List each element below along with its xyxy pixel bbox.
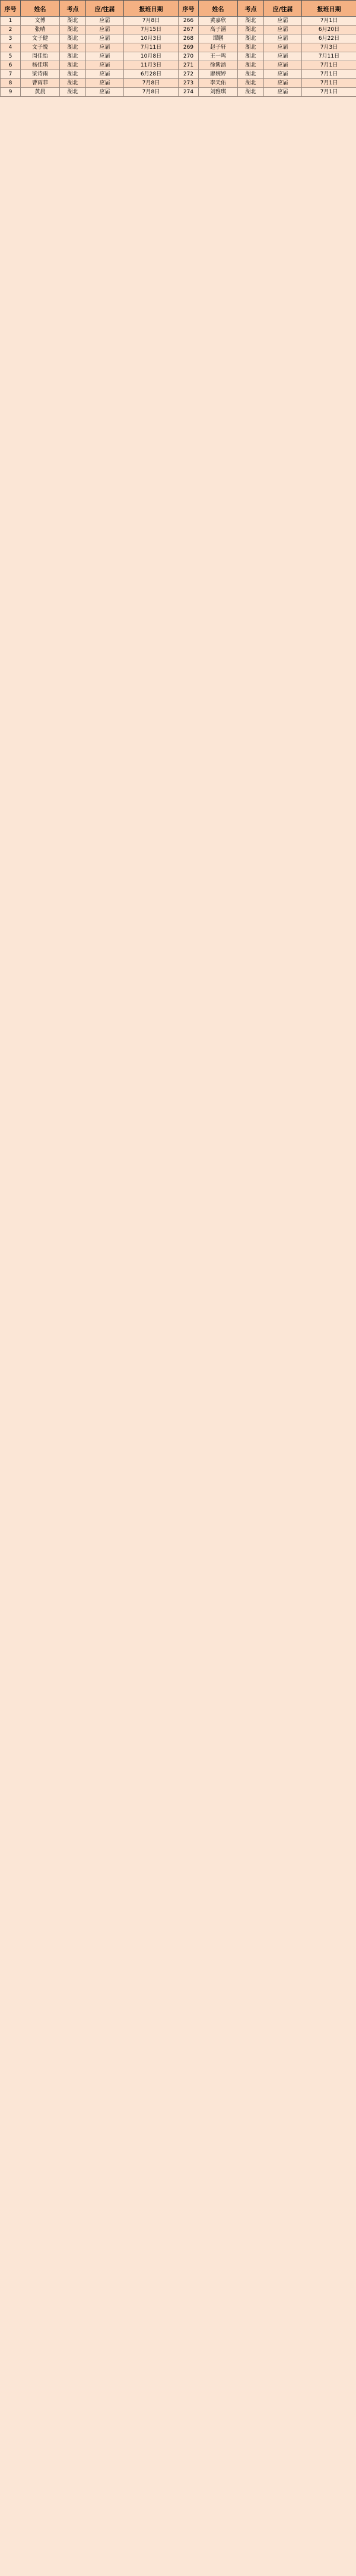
header-name: 姓名 — [199, 1, 238, 17]
cell-exam-site: 湖北 — [60, 61, 86, 70]
cell-exam-site: 湖北 — [238, 17, 264, 26]
cell-exam-site: 湖北 — [60, 34, 86, 43]
cell-exam-site: 湖北 — [238, 70, 264, 79]
cell-enroll-date: 7月1日 — [302, 79, 356, 88]
cell-index: 2 — [1, 26, 21, 34]
header-row — [179, 1, 356, 17]
cell-name: 李天佑 — [199, 79, 238, 88]
header-index: 序号 — [179, 1, 199, 17]
cell-name: 徐紫涵 — [199, 61, 238, 70]
cell-enroll-date: 6月20日 — [302, 26, 356, 34]
table-row — [1, 79, 179, 88]
cell-index: 270 — [179, 52, 199, 61]
cell-name: 文子悦 — [21, 43, 60, 52]
cell-enroll-date: 7月3日 — [302, 43, 356, 52]
cell-name: 文博 — [21, 17, 60, 26]
cell-name: 黄晨 — [21, 88, 60, 97]
cell-index: 1 — [1, 17, 21, 26]
cell-index: 268 — [179, 34, 199, 43]
cell-index: 267 — [179, 26, 199, 34]
cell-graduate-type: 应届 — [86, 61, 124, 70]
cell-index: 269 — [179, 43, 199, 52]
cell-exam-site: 湖北 — [238, 52, 264, 61]
cell-name: 廖婉婷 — [199, 70, 238, 79]
header-enroll-date: 报班日期 — [124, 1, 179, 17]
cell-index: 7 — [1, 70, 21, 79]
cell-exam-site: 湖北 — [238, 79, 264, 88]
cell-exam-site: 湖北 — [60, 52, 86, 61]
cell-enroll-date: 7月11日 — [302, 52, 356, 61]
cell-graduate-type: 应届 — [264, 70, 302, 79]
cell-name: 曹雨菲 — [21, 79, 60, 88]
cell-index: 9 — [1, 88, 21, 97]
cell-graduate-type: 应届 — [86, 26, 124, 34]
cell-name: 刘雅琪 — [199, 88, 238, 97]
table-row — [1, 52, 179, 61]
cell-graduate-type: 应届 — [264, 52, 302, 61]
cell-index: 271 — [179, 61, 199, 70]
cell-exam-site: 湖北 — [60, 26, 86, 34]
cell-graduate-type: 应届 — [86, 88, 124, 97]
table-row — [179, 34, 356, 43]
cell-enroll-date: 7月11日 — [124, 43, 179, 52]
cell-enroll-date: 7月15日 — [124, 26, 179, 34]
cell-graduate-type: 应届 — [86, 17, 124, 26]
cell-name: 谭鹏 — [199, 34, 238, 43]
cell-exam-site: 湖北 — [238, 88, 264, 97]
cell-graduate-type: 应届 — [264, 26, 302, 34]
cell-exam-site: 湖北 — [60, 88, 86, 97]
table-row — [179, 88, 356, 97]
cell-exam-site: 湖北 — [60, 79, 86, 88]
cell-name: 周佳怡 — [21, 52, 60, 61]
cell-graduate-type: 应届 — [86, 52, 124, 61]
cell-graduate-type: 应届 — [264, 88, 302, 97]
cell-enroll-date: 7月1日 — [302, 70, 356, 79]
header-graduate-type: 应/往届 — [86, 1, 124, 17]
cell-graduate-type: 应届 — [86, 34, 124, 43]
cell-graduate-type: 应届 — [86, 43, 124, 52]
cell-name: 文子健 — [21, 34, 60, 43]
header-exam-site: 考点 — [60, 1, 86, 17]
table-row — [179, 70, 356, 79]
cell-index: 8 — [1, 79, 21, 88]
cell-enroll-date: 6月28日 — [124, 70, 179, 79]
cell-enroll-date: 6月22日 — [302, 34, 356, 43]
header-enroll-date: 报班日期 — [302, 1, 356, 17]
table-row — [179, 61, 356, 70]
cell-index: 4 — [1, 43, 21, 52]
roster-table-left — [0, 0, 179, 97]
cell-graduate-type: 应届 — [264, 17, 302, 26]
table-row — [179, 52, 356, 61]
table-row — [1, 88, 179, 97]
cell-graduate-type: 应届 — [264, 79, 302, 88]
cell-enroll-date: 7月8日 — [124, 88, 179, 97]
header-graduate-type: 应/往届 — [264, 1, 302, 17]
cell-enroll-date: 7月1日 — [302, 61, 356, 70]
cell-name: 高子涵 — [199, 26, 238, 34]
cell-exam-site: 湖北 — [238, 26, 264, 34]
cell-name: 赵子轩 — [199, 43, 238, 52]
cell-index: 273 — [179, 79, 199, 88]
cell-exam-site: 湖北 — [60, 43, 86, 52]
table-row — [179, 43, 356, 52]
cell-exam-site: 湖北 — [238, 34, 264, 43]
table-row — [179, 26, 356, 34]
cell-name: 梁诗雨 — [21, 70, 60, 79]
table-row — [1, 70, 179, 79]
cell-graduate-type: 应届 — [86, 79, 124, 88]
cell-enroll-date: 7月8日 — [124, 17, 179, 26]
cell-graduate-type: 应届 — [264, 34, 302, 43]
cell-index: 274 — [179, 88, 199, 97]
cell-graduate-type: 应届 — [264, 61, 302, 70]
cell-index: 272 — [179, 70, 199, 79]
cell-enroll-date: 7月1日 — [302, 17, 356, 26]
table-row — [179, 79, 356, 88]
cell-graduate-type: 应届 — [86, 70, 124, 79]
header-row — [1, 1, 179, 17]
roster-table-right — [178, 0, 356, 97]
cell-name: 王一鸣 — [199, 52, 238, 61]
cell-enroll-date: 7月1日 — [302, 88, 356, 97]
table-row — [1, 34, 179, 43]
table-row — [1, 43, 179, 52]
cell-exam-site: 湖北 — [238, 43, 264, 52]
header-name: 姓名 — [21, 1, 60, 17]
table-right-half — [178, 0, 356, 97]
table-row — [1, 17, 179, 26]
header-exam-site: 考点 — [238, 1, 264, 17]
table-row — [1, 61, 179, 70]
cell-index: 3 — [1, 34, 21, 43]
table-row — [1, 26, 179, 34]
cell-exam-site: 湖北 — [60, 70, 86, 79]
cell-name: 张晴 — [21, 26, 60, 34]
cell-exam-site: 湖北 — [238, 61, 264, 70]
cell-enroll-date: 10月8日 — [124, 52, 179, 61]
cell-name: 黄嘉欣 — [199, 17, 238, 26]
cell-index: 5 — [1, 52, 21, 61]
cell-index: 266 — [179, 17, 199, 26]
table-left-half — [0, 0, 178, 97]
cell-exam-site: 湖北 — [60, 17, 86, 26]
cell-enroll-date: 7月8日 — [124, 79, 179, 88]
cell-index: 6 — [1, 61, 21, 70]
cell-enroll-date: 10月3日 — [124, 34, 179, 43]
table-row — [179, 17, 356, 26]
header-index: 序号 — [1, 1, 21, 17]
cell-name: 杨佳琪 — [21, 61, 60, 70]
cell-graduate-type: 应届 — [264, 43, 302, 52]
cell-enroll-date: 11月3日 — [124, 61, 179, 70]
